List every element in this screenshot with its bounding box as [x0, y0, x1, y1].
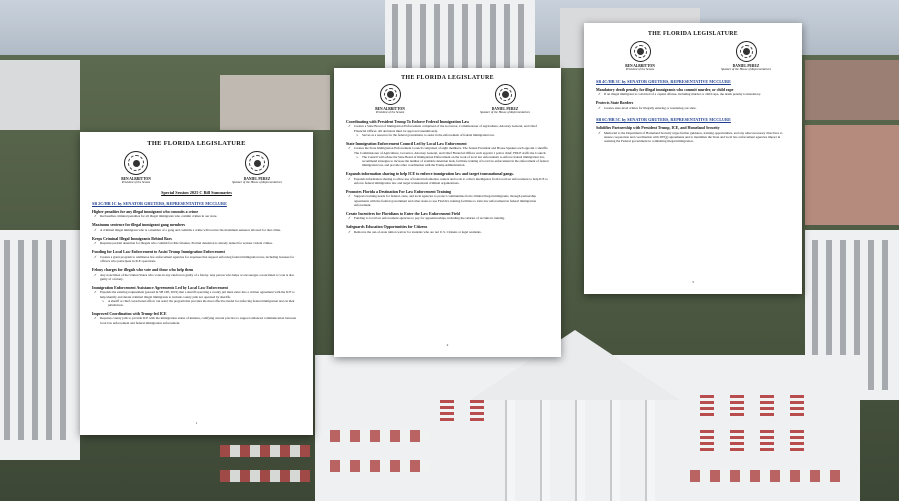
house-seal-icon: [495, 84, 516, 105]
section-heading: Protects State Borders: [596, 101, 634, 106]
document-page-3: [584, 23, 802, 294]
section-heading: Promotes Florida a Destination For Law Enforcement Training: [346, 189, 452, 194]
section-heading: Mandatory death penalty for illegal immigrants who commit murder, or child rape: [596, 87, 734, 92]
senate-signer: BEN ALBRITTON President of the Senate: [610, 41, 670, 72]
summary-section: [346, 120, 549, 137]
summary-section: [346, 212, 549, 221]
bullet-item: [94, 290, 301, 299]
section-heading: Felony charges for illegals who vote and those who help them: [92, 267, 194, 272]
document-page-2: [334, 68, 561, 357]
section-heading: Coordinating with President Trump To Enforce Federal Immigration Law: [346, 119, 470, 124]
checkmark-icon: ✓: [348, 194, 351, 199]
house-signer: DANIEL PEREZ Speaker of the House of Representatives: [716, 41, 776, 72]
bill-sections: [596, 88, 790, 110]
senate-signer: BEN ALBRITTON President of the Senate: [360, 84, 420, 115]
senate-seal-icon: [380, 84, 401, 105]
checkmark-icon: ✓: [348, 216, 351, 221]
sub-bullet-item: [102, 299, 301, 307]
bullet-text: Requires county jails to provide ICE with the immigration status of inmates, codifying current practice to support enhanced communication between local law enforcement and federal immigration enforcement.: [100, 316, 297, 325]
bullet-text: Memorial to the Department of Homeland Security urges further guidance, training opportunities, and any other necessary directives to ensure cooperation and coordination with 287(g) agreements and to maximize the State and local law enforcement agencies impact in assisting the Federal government in combatting illegal immigration.: [604, 130, 783, 144]
checkmark-icon: ✓: [94, 290, 97, 295]
bullet-text: Creates state-level crimes for illegally entering or reentering our state.: [604, 105, 697, 110]
sub-bullet-item: [356, 155, 549, 167]
bill-heading: SB 6C/HB 5C by SENATOR GRUTERS, REPRESENTATIVE MCCLURE: [596, 117, 731, 123]
section-heading: Higher penalties for any illegal immigrant who commits a crime: [92, 209, 199, 214]
bullet-text: Removes the out-of-state tuition waiver for students who are not U.S. Citizens or legal residents.: [354, 229, 482, 234]
bullet-item: [94, 273, 301, 282]
section-heading: Solidifies Partnership with President Trump, ICE, and Homeland Security: [596, 126, 720, 131]
building: [220, 75, 330, 130]
bullet-text: Expands the existing requirement (passed in SB 168, 2019) that a sheriff operating a county jail must enter into a written agreement with the ICE to help identify and detain criminal illegal immigrants to include county jails not operated by sheriffs.: [100, 290, 295, 299]
checkmark-icon: ✓: [598, 92, 601, 97]
summary-section: [596, 101, 790, 110]
page-number: 3: [692, 280, 694, 284]
section-heading: Improved Coordination with Trump-led ICE: [92, 311, 167, 316]
summary-section: [596, 126, 790, 144]
bullet-text: If an illegal immigrant is convicted of a capital offense, including murder or child rape, the death penalty is mandatory.: [604, 92, 762, 97]
signature-row: [596, 41, 790, 72]
section-heading: State Immigration Enforcement Council Led by Local Law Enforcement: [346, 141, 467, 146]
bill-sections: [346, 120, 549, 234]
building: [805, 60, 899, 120]
bullet-item: [94, 241, 301, 245]
summary-section: [92, 210, 301, 219]
summary-section: [92, 268, 301, 281]
bullet-item: [348, 194, 549, 207]
checkmark-icon: ✓: [94, 316, 97, 321]
bullet-text: Supports training needs for federal, state, and local agencies to protect communities from criminal illegal immigrants, through partnership agreements with the federal government and other states to use Florida's training facilities to train law enforcement in federal immigration enforcement.: [354, 194, 537, 207]
house-seal-icon: [245, 151, 269, 175]
section-heading: Expands information sharing to help ICE to enforce immigration law and target transnational gangs.: [346, 171, 514, 176]
building: [805, 125, 899, 225]
checkmark-icon: ✓: [598, 105, 601, 110]
sub-bullet-text: A sheriff or chief correctional officer can select the program that provides the most effective model for enforcing federal immigration laws in their jurisdiction.: [108, 298, 295, 308]
checkmark-icon: ✓: [94, 214, 97, 219]
section-heading: Maximum sentence for illegal immigrant gang members: [92, 223, 186, 228]
senate-seal-icon: [124, 151, 148, 175]
bill-heading: SB 4C/HB 3C by SENATOR GRUTERS, REPRESENTATIVE MCCLURE: [596, 78, 731, 84]
arrow-bullet-icon: ➢: [356, 154, 359, 159]
bullet-item: [94, 255, 301, 264]
bullet-item: [94, 214, 301, 218]
session-title: Special Session 2025 C Bill Summaries: [161, 189, 232, 195]
bullet-text: Any noncitizen of the United States who votes in any election is guilty of a felony. Any person who helps or encourages a noncitizen to vote is also guilty of a felony.: [100, 272, 295, 281]
bullet-text: Creates a grant program to reimburse law enforcement agencies for expenses that support enforcing federal immigration law, including bonuses for officers who participate in ICE operations.: [100, 254, 295, 264]
checkmark-icon: ✓: [94, 241, 97, 246]
checkmark-icon: ✓: [94, 227, 97, 232]
bullet-item: [94, 228, 301, 232]
bullet-item: [348, 146, 549, 155]
summary-section: [92, 286, 301, 308]
house-signer: DANIEL PEREZ Speaker of the House of Representatives: [227, 151, 287, 185]
legislature-title: THE FLORIDA LEGISLATURE: [648, 31, 738, 37]
sub-bullet-text: The Council will advise the State Board of Immigration Enforcement on the work of local law enforcement to enforce federal immigration law, recommend strategies to increase the number of available detention beds, facilitate training of local law enforcement in the enforcement of federal immigration law, and provide other coordination with the Trump Administration.: [362, 154, 549, 168]
page-number: 1: [195, 421, 198, 425]
arrow-bullet-icon: ➢: [102, 298, 105, 303]
sub-bullet-text: Serves as a resource for the federal government, to assist in the enforcement of federal immigration law.: [362, 132, 495, 137]
summary-section: [92, 250, 301, 263]
bill-heading: SB 2C/HB 1C by SENATOR GRUTERS, REPRESENTATIVE MCCLURE: [92, 200, 227, 206]
bill-sections: [92, 210, 301, 325]
summary-section: [92, 312, 301, 325]
senate-signer: BEN ALBRITTON President of the Senate: [106, 151, 166, 185]
bullet-text: Creates the State Immigration Enforcement Council comprised of eight members. The Senate President and House Speaker each appoint 1 sheriffs. The Commissioner of Agriculture, Governor, Attorney General, and Chief Financial Officer each appoint 1 police chief; FDLE staffs the Council.: [354, 146, 549, 155]
bullet-text: Creates a State Board of Immigration Enforcement comprised of the Governor, Commissioner of Agriculture, Attorney General, and Chief Financial Officer. All decisions must be approved unanimously.: [354, 124, 537, 133]
bullet-item: [598, 106, 790, 110]
section-heading: Safeguards Education Opportunities for Citizens: [346, 225, 428, 230]
signature-row: [346, 84, 549, 115]
house-seal-icon: [736, 41, 757, 62]
bullet-item: [348, 216, 549, 220]
bullet-item: [348, 124, 549, 133]
checkmark-icon: ✓: [94, 272, 97, 277]
section-heading: Create Incentives for Floridians to Enter the Law Enforcement Field: [346, 211, 460, 216]
arrow-bullet-icon: ➢: [356, 132, 359, 137]
building: [0, 60, 80, 130]
checkmark-icon: ✓: [348, 146, 351, 151]
checkmark-icon: ✓: [348, 229, 351, 234]
checkmark-icon: ✓: [348, 124, 351, 129]
bullet-text: Funding to local law enforcement agencies to pay for apprenticeships, including the salaries of recruits in training.: [354, 216, 505, 221]
summary-section: [346, 225, 549, 234]
bullet-item: [348, 230, 549, 234]
summary-section: [92, 237, 301, 246]
summary-section: [346, 172, 549, 185]
signature-row: [92, 151, 301, 185]
bill-sections: [596, 126, 790, 144]
checkmark-icon: ✓: [94, 254, 97, 259]
section-heading: Keeps Criminal Illegal Immigrants Behind Bars: [92, 236, 172, 241]
bullet-text: Expands information sharing to allow use of federal information centers and tools to collect intelligence from local law enforcement to help ICE to enforce federal immigration law and target transnational criminal organizations.: [354, 176, 548, 185]
page-number: 2: [446, 343, 449, 347]
summary-section: [346, 190, 549, 208]
summary-section: [346, 142, 549, 168]
summary-section: [596, 88, 790, 97]
bullet-item: [348, 177, 549, 186]
checkmark-icon: ✓: [348, 176, 351, 181]
bullet-item: [94, 316, 301, 325]
section-heading: Funding for Local Law Enforcement to Assist Trump Immigration Enforcement: [92, 250, 225, 255]
bullet-item: [598, 92, 790, 96]
house-signer: DANIEL PEREZ Speaker of the House of Representatives: [475, 84, 535, 115]
legislature-title: THE FLORIDA LEGISLATURE: [147, 140, 246, 147]
bullet-text: Reclassifies criminal penalties for all illegal immigrants who commit crimes in our state.: [100, 214, 218, 219]
checkmark-icon: ✓: [598, 130, 601, 135]
bullet-text: A criminal illegal immigrant who is a member of a gang and commits a crime will receive the maximum sentence allowed for that crime.: [100, 227, 281, 232]
senate-seal-icon: [630, 41, 651, 62]
bullet-item: [598, 131, 790, 144]
sub-bullet-item: [356, 133, 549, 137]
document-page-1: [80, 132, 313, 435]
summary-section: [92, 223, 301, 232]
bullet-text: Requires pretrial detention for illegals who commit forcible felonies. Pretrial detention is already denied for serious violent crimes.: [100, 241, 273, 246]
legislature-title: THE FLORIDA LEGISLATURE: [401, 75, 494, 81]
section-heading: Immigration Enforcement Assistance Agreements Led by Local Law Enforcement: [92, 285, 228, 290]
